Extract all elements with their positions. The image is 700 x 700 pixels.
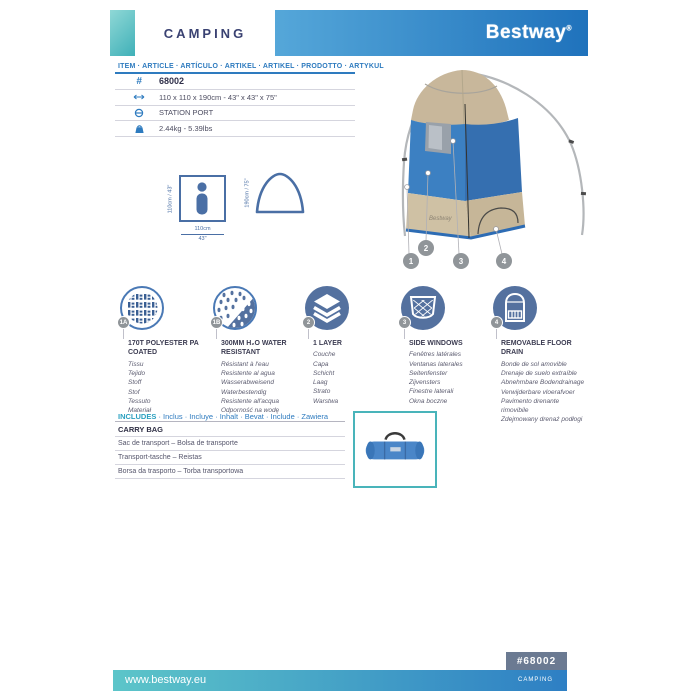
includes-heading <box>118 412 328 421</box>
callout-number: 1 <box>408 257 414 266</box>
feature-translation: Seitenfenster <box>409 369 448 377</box>
callout-number: 2 <box>423 244 429 253</box>
feature-translation: Wasserabweisend <box>221 379 274 387</box>
includes-heading-main: INCLUDES <box>118 412 157 421</box>
feature-translation: Zijvensters <box>409 379 441 387</box>
feature-badge: 3 <box>398 316 411 329</box>
feature-translation: Resistente all'acqua <box>221 397 279 405</box>
feature-translation: Stof <box>128 388 140 396</box>
item-number-icon: # <box>136 75 142 87</box>
feature-translation: Okna boczne <box>409 397 448 405</box>
footprint-height-label: 110cm / 43" <box>167 184 174 214</box>
feature-translation: Capa <box>313 360 329 368</box>
feature-water-resistant <box>212 285 308 415</box>
feature-translation: Ventanas laterales <box>409 360 463 368</box>
footprint-width-cm: 110cm <box>194 226 211 232</box>
feature-translation: Tessuto <box>128 397 151 405</box>
includes-translation: Sac de transport – Bolsa de transporte <box>115 437 345 451</box>
feature-translation: Waterbestendig <box>221 388 267 396</box>
includes-table <box>115 423 345 479</box>
feature-translation: Materiał <box>128 406 152 414</box>
feature-title: 170T POLYESTER PA COATED <box>128 340 199 357</box>
callout-dot <box>494 227 499 232</box>
feature-translation: Tejido <box>128 370 146 378</box>
header-teal-accent <box>110 10 135 56</box>
carry-bag-image <box>353 411 437 488</box>
feature-translation: Tissu <box>128 360 144 368</box>
tent-wall-side <box>465 118 522 201</box>
feature-badge: 4 <box>490 316 503 329</box>
feature-translation: Finestre laterali <box>409 388 454 396</box>
feature-translation: Schicht <box>313 369 335 377</box>
callout-number: 3 <box>458 257 464 266</box>
feature-fabric <box>119 285 215 415</box>
footprint-width-label <box>179 226 226 242</box>
feature-translation: Pavimento drenante rimovibile <box>501 397 560 414</box>
feature-translation: Abnehmbare Bodendrainage <box>501 379 585 387</box>
includes-item: CARRY BAG <box>115 423 345 437</box>
footprint-diagram <box>179 175 226 222</box>
bag-handle <box>386 433 405 439</box>
brand-name: Bestway <box>485 22 567 43</box>
feature-title: 300MM H₂O WATER RESISTANT <box>221 340 287 357</box>
profile-height-label: 190cm / 75" <box>244 178 251 208</box>
feature-translation: Strato <box>313 388 331 396</box>
includes-heading-rule <box>115 421 345 422</box>
weight-icon <box>115 124 153 134</box>
bag-label <box>390 447 400 451</box>
feature-connector <box>308 328 309 339</box>
feature-floor-drain <box>492 285 588 424</box>
feature-layers <box>304 285 400 406</box>
table-row <box>115 74 355 90</box>
feature-connector <box>404 328 405 339</box>
item-table-heading: ITEM · ARTICLE · ARTÍCULO · ARTIKEL · ARTIKEL · PRODOTTO · ARTYKUL <box>118 63 384 70</box>
table-row <box>115 121 355 137</box>
feature-title: REMOVABLE FLOOR DRAIN <box>501 340 572 357</box>
item-weight: 2.44kg - 5.39lbs <box>159 124 213 134</box>
footer-category: CAMPING <box>517 677 553 683</box>
callout-dot <box>405 185 410 190</box>
feature-translation: Laag <box>313 379 328 387</box>
header-brand-bar <box>275 10 588 56</box>
feature-translation: Fenêtres latérales <box>409 351 462 359</box>
item-dimensions: 110 x 110 x 190cm - 43" x 43" x 75" <box>159 92 277 102</box>
footprint-width-in: 43" <box>198 236 207 242</box>
feature-translation: Drenaje de suelo extraíble <box>501 370 577 378</box>
feature-translation: Resistente al agua <box>221 370 275 378</box>
feature-connector <box>496 328 497 339</box>
feature-translation: Warstwa <box>313 397 339 405</box>
feature-translation: Stoff <box>128 379 142 387</box>
callout-number: 4 <box>501 257 507 266</box>
dimensions-arrow-icon <box>115 93 153 101</box>
callout-dot <box>426 171 431 176</box>
feature-connector <box>216 328 217 339</box>
tent-brand-label: Bestway <box>429 216 452 222</box>
brand-logo <box>486 22 588 44</box>
station-port-icon <box>115 108 153 118</box>
product-image <box>385 62 615 277</box>
page-category-title: CAMPING <box>163 25 247 41</box>
dimension-rule <box>181 234 224 235</box>
website-url: www.bestway.eu <box>125 674 207 686</box>
callout-dot <box>451 139 456 144</box>
item-code-badge: #68002 <box>506 652 567 670</box>
feature-translation: Zdejmowany drenaż podłogi <box>501 416 583 424</box>
person-icon <box>181 177 223 219</box>
feature-translation: Couche <box>313 351 336 359</box>
feature-side-windows <box>400 285 496 406</box>
includes-translation: Borsa da trasporto – Torba transportowa <box>115 465 345 479</box>
table-row <box>115 90 355 106</box>
feature-translation: Odporność na wodę <box>221 406 280 414</box>
table-row <box>115 106 355 122</box>
footer-bar <box>113 670 567 691</box>
item-port: STATION PORT <box>159 108 214 118</box>
feature-translation: Résistant à l'eau <box>221 360 269 368</box>
feature-badge: 2 <box>302 316 315 329</box>
feature-badge: 1B <box>210 316 223 329</box>
feature-title: 1 LAYER <box>313 340 342 347</box>
feature-translation: Verwijderbare vloerafvoer <box>501 388 575 396</box>
feature-title: SIDE WINDOWS <box>409 340 463 347</box>
item-table <box>115 74 355 137</box>
feature-connector <box>123 328 124 339</box>
feature-translation: Bonde de sol amovible <box>501 360 567 368</box>
profile-diagram <box>252 170 308 221</box>
includes-heading-translations: · Inclus · Incluye · Inhalt · Bevat · Include · Zawiera <box>158 412 329 421</box>
feature-badge: 1A <box>117 316 130 329</box>
brand-registered-mark: ® <box>566 25 572 33</box>
item-number: 68002 <box>159 76 185 87</box>
includes-translation: Transport-tasche – Reistas <box>115 451 345 465</box>
